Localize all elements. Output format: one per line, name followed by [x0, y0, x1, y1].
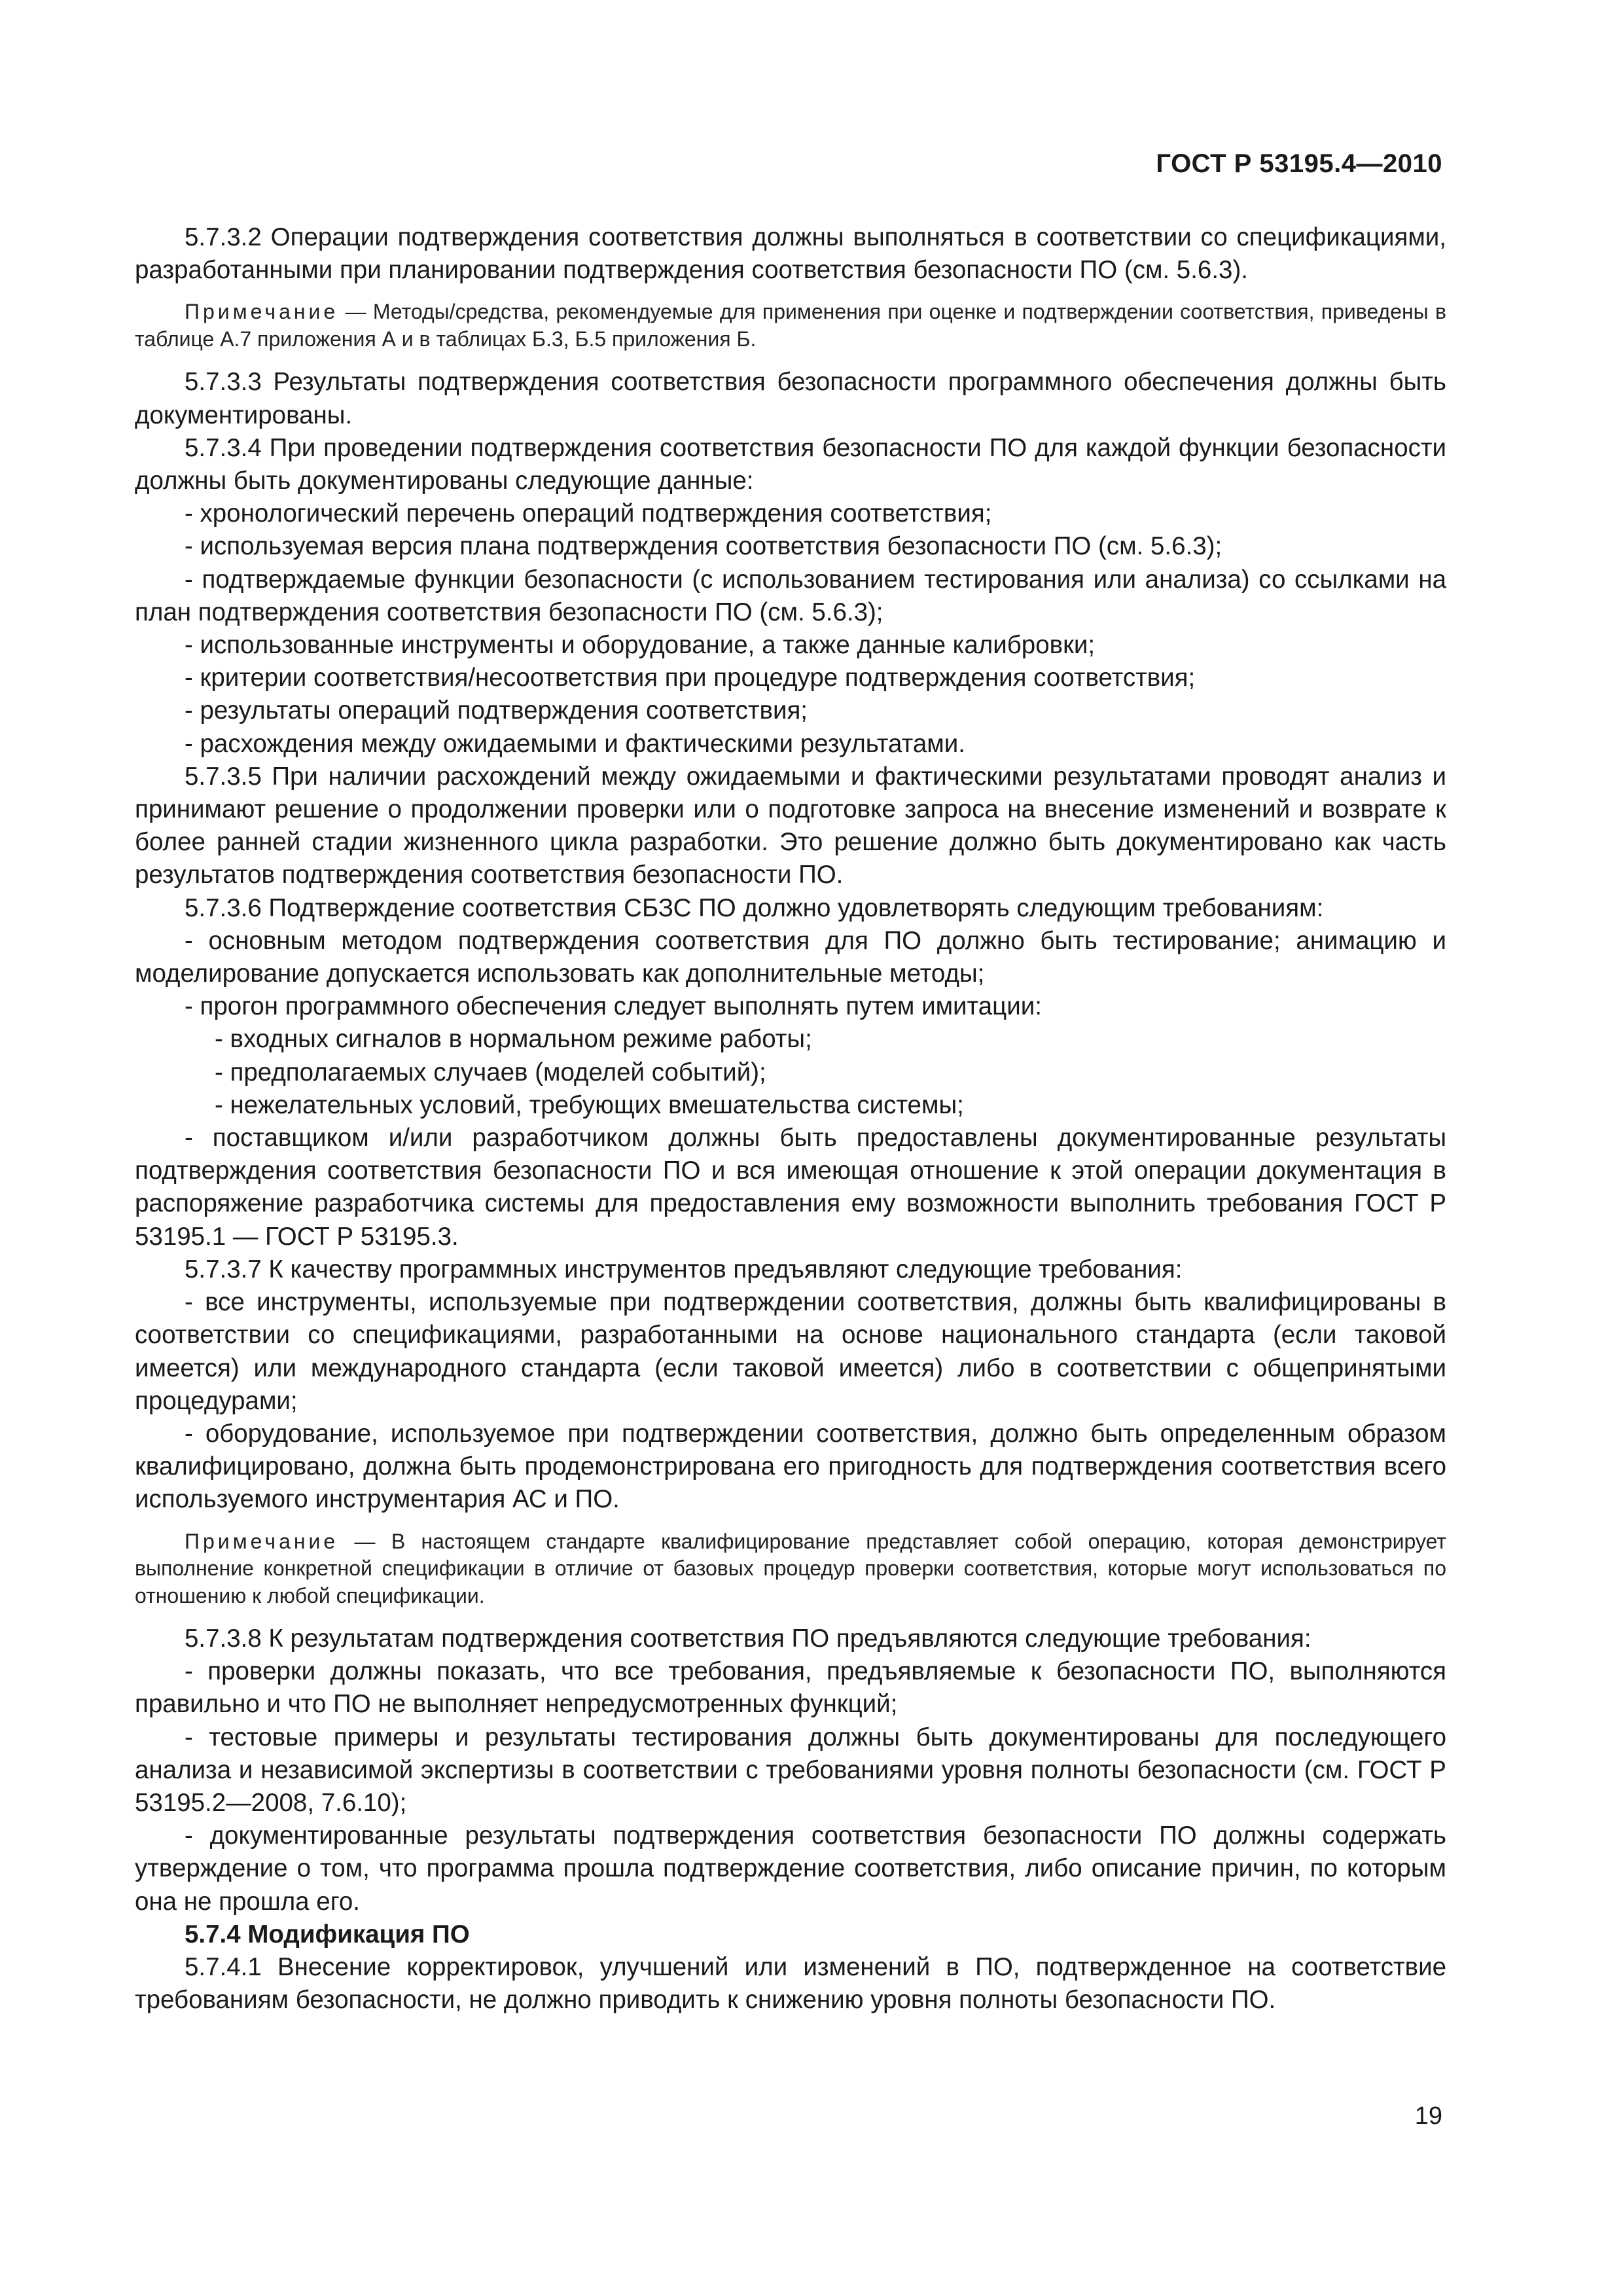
sub-list-item: - нежелательных условий, требующих вмешательства системы; — [215, 1090, 964, 1119]
list-item: - критерии соответствия/несоответствия при процедуре подтверждения соответствия; — [185, 664, 1196, 692]
list-item: - все инструменты, используемые при подтверждении соответствия, должны быть квалифицированы в соответствии со спецификациями, разработанными на основе национального стандарта (если таковой имеется) или международного стандарта (если таковой имеется) либо в соответствии с общепринятыми процедурами; — [135, 1288, 1446, 1415]
note-text: — В настоящем стандарте квалифицирование представляет собой операцию, которая демонстрирует выполнение конкретной спецификации в отличие от базовых процедур проверки соответствия, которые могут использоваться по отношению к любой спецификации. — [135, 1529, 1446, 1607]
list-item: - проверки должны показать, что все требования, предъявляемые к безопасности ПО, выполняются правильно и что ПО не выполняет непредусмотренных функций; — [135, 1657, 1446, 1719]
list-item: - результаты операций подтверждения соответствия; — [185, 696, 808, 725]
list-item: - поставщиком и/или разработчиком должны быть предоставлены документированные результаты подтверждения соответствия безопасности ПО и вся имеющая отношение к этой операции документация в распоряжение разработчика системы для предоставления ему возможности выполнить требования ГОСТ Р 53195.1 — ГОСТ Р 53195.3. — [135, 1124, 1446, 1251]
list-item: - тестовые примеры и результаты тестирования должны быть документированы для последующего анализа и независимой экспертизы в соответствии с требованиями уровня полноты безопасности (см. ГОСТ Р 53195.2—2008, 7.6.10); — [135, 1723, 1446, 1818]
note-label: Примечание — [185, 1529, 339, 1553]
list-item: - документированные результаты подтверждения соответствия безопасности ПО должны содержать утверждение о том, что программа прошла подтверждение соответствия, либо описание причин, по которым она не прошла его. — [135, 1821, 1446, 1916]
note-1 — [135, 298, 1446, 353]
standard-header: ГОСТ Р 53195.4—2010 — [1156, 149, 1442, 178]
list-item: - использованные инструменты и оборудование, а также данные калибровки; — [185, 631, 1096, 660]
list-item: - оборудование, используемое при подтверждении соответствия, должно быть определенным образом квалифицировано, должна быть продемонстрирована его пригодность для подтверждения соответствия всего используемого инструментария АС и ПО. — [135, 1419, 1446, 1514]
document-body — [135, 221, 1446, 2017]
note-label: Примечание — [185, 300, 339, 324]
clause-5-7-3-6: 5.7.3.6 Подтверждение соответствия СБЗС ПО должно удовлетворять следующим требованиям: — [185, 893, 1324, 922]
clause-5-7-3-8: 5.7.3.8 К результатам подтверждения соответствия ПО предъявляются следующие требования: — [185, 1624, 1311, 1653]
list-item: - основным методом подтверждения соответствия для ПО должно быть тестирование; анимацию и моделирование допускается использовать как дополнительные методы; — [135, 926, 1446, 988]
clause-5-7-3-3: 5.7.3.3 Результаты подтверждения соответствия безопасности программного обеспечения должны быть документированы. — [135, 368, 1446, 429]
page-number: 19 — [1414, 2102, 1442, 2130]
list-item: - расхождения между ожидаемыми и фактическими результатами. — [185, 729, 965, 758]
sub-list-item: - предполагаемых случаев (моделей событий); — [215, 1058, 766, 1086]
clause-5-7-3-7: 5.7.3.7 К качеству программных инструментов предъявляют следующие требования: — [185, 1255, 1183, 1283]
clause-5-7-3-2: 5.7.3.2 Операции подтверждения соответствия должны выполняться в соответствии со спецификациями, разработанными при планировании подтверждения соответствия безопасности ПО (см. 5.6.3). — [135, 223, 1446, 285]
list-item: - используемая версия плана подтверждения соответствия безопасности ПО (см. 5.6.3); — [185, 532, 1222, 561]
section-heading-5-7-4: 5.7.4 Модификация ПО — [185, 1920, 470, 1948]
list-item: - прогон программного обеспечения следует выполнять путем имитации: — [185, 992, 1042, 1021]
clause-5-7-3-5: 5.7.3.5 При наличии расхождений между ожидаемыми и фактическими результатами проводят анализ и принимают решение о продолжении проверки или о подготовке запроса на внесение изменений и возврате к более ранней стадии жизненного цикла разработки. Это решение должно быть документировано как часть результатов подтверждения соответствия безопасности ПО. — [135, 762, 1446, 889]
note-text: — Методы/средства, рекомендуемые для применения при оценке и подтверждении соответствия, приведены в таблице А.7 приложения А и в таблицах Б.3, Б.5 приложения Б. — [135, 300, 1446, 351]
sub-list-item: - входных сигналов в нормальном режиме работы; — [215, 1025, 812, 1054]
clause-5-7-4-1: 5.7.4.1 Внесение корректировок, улучшений или изменений в ПО, подтвержденное на соответствие требованиям безопасности, не должно приводить к снижению уровня полноты безопасности ПО. — [135, 1953, 1446, 2015]
note-2 — [135, 1528, 1446, 1610]
list-item: - подтверждаемые функции безопасности (с использованием тестирования или анализа) со ссылками на план подтверждения соответствия безопасности ПО (см. 5.6.3); — [135, 565, 1446, 626]
list-item: - хронологический перечень операций подтверждения соответствия; — [185, 499, 992, 528]
clause-5-7-3-4: 5.7.3.4 При проведении подтверждения соответствия безопасности ПО для каждой функции безопасности должны быть документированы следующие данные: — [135, 433, 1446, 495]
